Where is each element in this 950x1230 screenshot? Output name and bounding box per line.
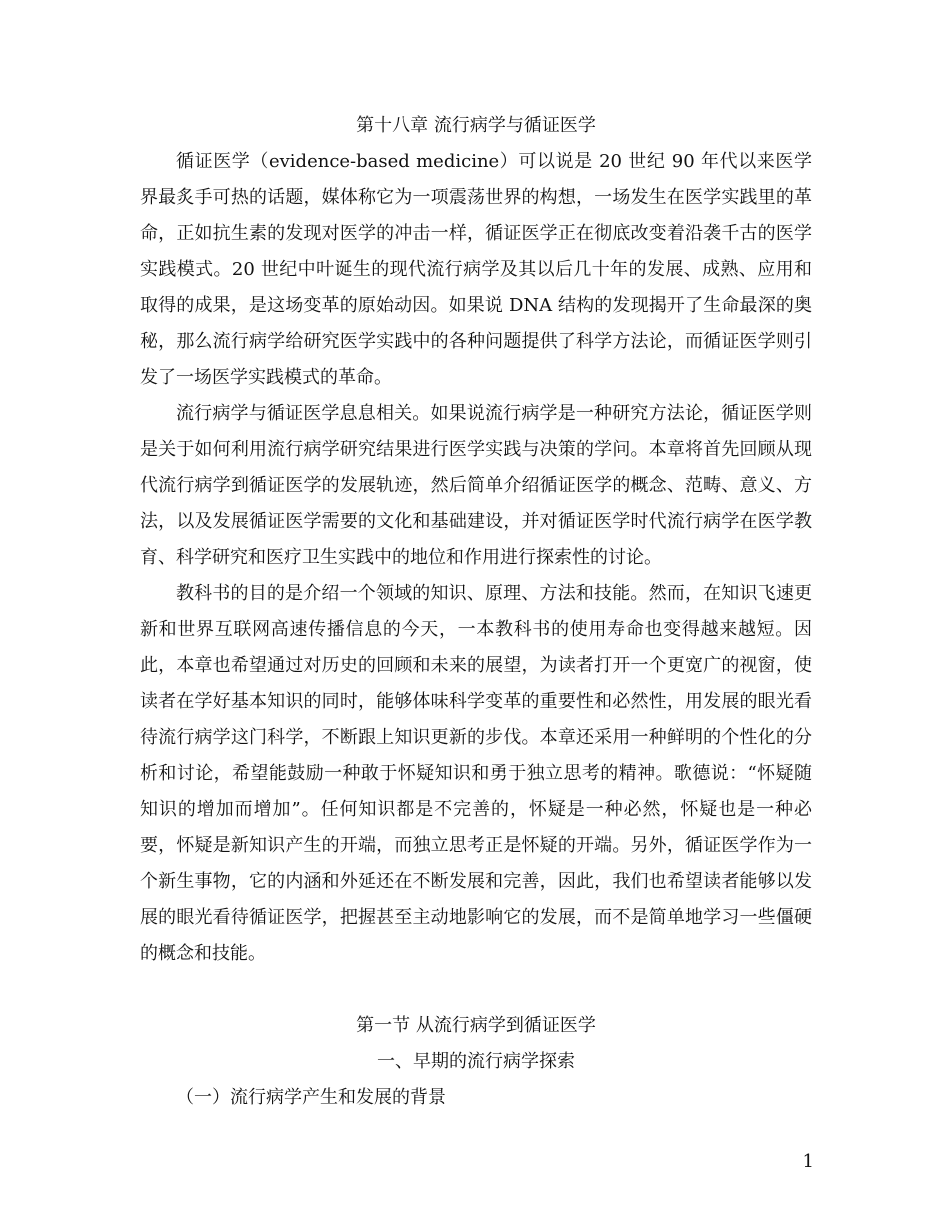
subsubsection-title: （一）流行病学产生和发展的背景 bbox=[176, 1087, 446, 1108]
chapter-title: 第十八章 流行病学与循证医学 bbox=[356, 115, 596, 136]
subsection-title: 一、早期的流行病学探索 bbox=[377, 1051, 575, 1072]
page-content bbox=[140, 108, 812, 1116]
section-title: 第一节 从流行病学到循证医学 bbox=[356, 1015, 596, 1036]
page-number: 1 bbox=[802, 1151, 814, 1172]
intro-paragraph-1: 循证医学（evidence-based medicine）可以说是 20 世纪 90 年代以来医学界最炙手可热的话题，媒体称它为一项震荡世界的构想，一场发生在医学实践里的革命，正如抗生素的发现对医学的冲击一样，循证医学正在彻底改变着沿袭千古的医学实践模式。20 世纪中叶诞生的现代流行病学及其以后几十年的发展、成熟、应用和取得的成果，是这场变革的原始动因。如果说 DNA 结构的发现揭开了生命最深的奥秘，那么流行病学给研究医学实践中的各种问题提供了科学方法论，而循证医学则引发了一场医学实践模式的革命。 bbox=[140, 151, 812, 388]
section-spacer bbox=[140, 972, 812, 1008]
intro-paragraph-3: 教科书的目的是介绍一个领域的知识、原理、方法和技能。然而，在知识飞速更新和世界互联网高速传播信息的今天，一本教科书的使用寿命也变得越来越短。因此，本章也希望通过对历史的回顾和未来的展望，为读者打开一个更宽广的视窗，使读者在学好基本知识的同时，能够体味科学变革的重要性和必然性，用发展的眼光看待流行病学这门科学，不断跟上知识更新的步伐。本章还采用一种鲜明的个性化的分析和讨论，希望能鼓励一种敢于怀疑知识和勇于独立思考的精神。歌德说：“怀疑随知识的增加而增加”。任何知识都是不完善的，怀疑是一种必然，怀疑也是一种必要，怀疑是新知识产生的开端，而独立思考正是怀疑的开端。另外，循证医学作为一个新生事物，它的内涵和外延还在不断发展和完善，因此，我们也希望读者能够以发展的眼光看待循证医学，把握甚至主动地影响它的发展，而不是简单地学习一些僵硬的概念和技能。 bbox=[140, 583, 812, 964]
intro-paragraph-2: 流行病学与循证医学息息相关。如果说流行病学是一种研究方法论，循证医学则是关于如何利用流行病学研究结果进行医学实践与决策的学问。本章将首先回顾从现代流行病学到循证医学的发展轨迹，然后简单介绍循证医学的概念、范畴、意义、方法，以及发展循证医学需要的文化和基础建设，并对循证医学时代流行病学在医学教育、科学研究和医疗卫生实践中的地位和作用进行探索性的讨论。 bbox=[140, 403, 812, 568]
